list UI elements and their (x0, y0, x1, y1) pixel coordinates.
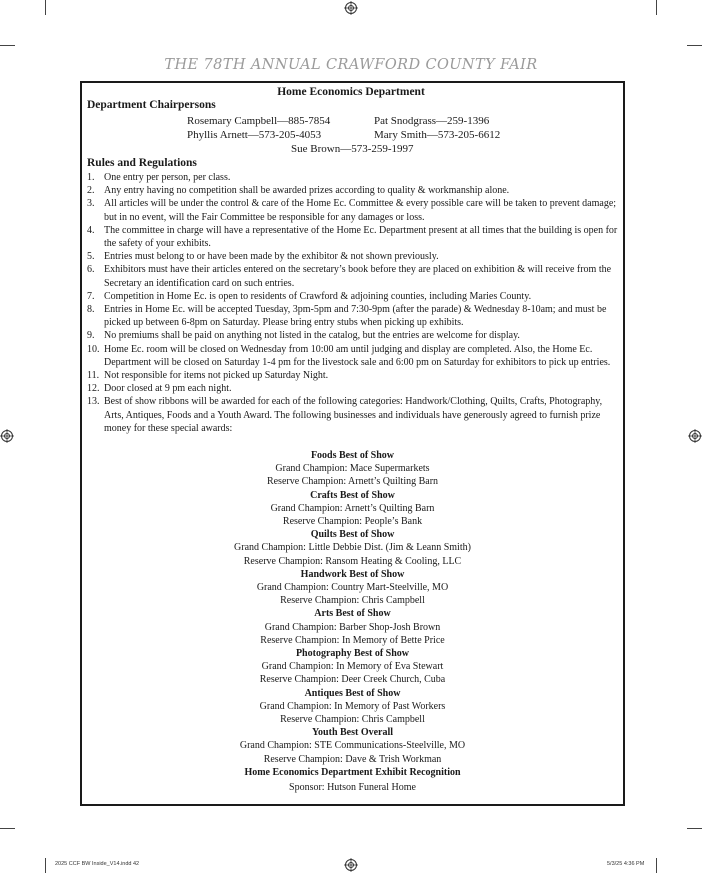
grand-champion: Grand Champion: STE Communications-Steelville, MO (239, 740, 466, 752)
rule-number: 4. (87, 224, 95, 236)
rule-item (87, 303, 619, 329)
grand-champion: Grand Champion: Country Mart-Steelville, MO (256, 582, 449, 594)
reserve-champion: Reserve Champion: Chris Campbell (280, 595, 425, 607)
grand-champion: Grand Champion: Arnett’s Quilting Barn (270, 502, 435, 514)
rule-number: 9. (87, 330, 95, 342)
rule-number: 12. (87, 383, 100, 395)
rule-item (87, 263, 619, 289)
rule-number: 10. (87, 343, 100, 355)
rule-item (87, 382, 619, 395)
chairperson: Mary Smith—573-205-6612 (374, 129, 501, 141)
registration-mark-icon (688, 429, 702, 443)
reserve-champion: Reserve Champion: Chris Campbell (280, 714, 425, 726)
registration-mark-icon (344, 1, 358, 15)
rule-text: Any entry having no competition shall be awarded prizes according to quality & workmanship alone. (104, 185, 510, 197)
chairperson: Rosemary Campbell—885-7854 (187, 115, 331, 127)
rule-number: 5. (87, 251, 95, 263)
award-category: Handwork Best of Show (300, 568, 405, 580)
crop-mark (656, 0, 657, 15)
chairperson: Sue Brown—573-259-1997 (291, 143, 414, 155)
rule-number: 6. (87, 264, 95, 276)
reserve-champion: Reserve Champion: People’s Bank (282, 516, 423, 528)
rule-text: Home Ec. room will be closed on Wednesday from 10:00 am until judging and display are completed. Also, the Home Ec. Department will be closed on Saturday 1-4 pm for the livestock sale and 6:00 pm on Saturday for exhibitors to pick up entries. (104, 343, 611, 368)
award-category: Antiques Best of Show (304, 687, 401, 699)
award-category: Crafts Best of Show (310, 489, 395, 501)
chairperson: Pat Snodgrass—259-1396 (374, 115, 490, 127)
rule-number: 11. (87, 370, 100, 382)
reserve-champion: Reserve Champion: Dave & Trish Workman (263, 753, 442, 765)
reserve-champion: Reserve Champion: Ransom Heating & Cooling, LLC (243, 555, 462, 567)
department-title: Home Economics Department (277, 86, 425, 98)
rule-number: 1. (87, 172, 95, 183)
rule-text: Entries in Home Ec. will be accepted Tuesday, 3pm-5pm and 7:30-9pm (after the parade) & Wednesday 8-10am; and must be picked up between 6-8pm on Saturday. Please bring entry stubs when picking up exhibits. (104, 304, 607, 329)
crop-mark (45, 858, 46, 873)
rule-item (87, 224, 619, 250)
rule-text: Door closed at 9 pm each night. (104, 383, 232, 395)
rule-item (87, 184, 619, 197)
recognition-heading: Home Economics Department Exhibit Recognition (244, 766, 461, 778)
slug-timestamp: 5/3/25 4:36 PM (607, 861, 645, 867)
rule-number: 7. (87, 290, 95, 302)
award-category: Foods Best of Show (310, 450, 395, 461)
registration-mark-icon (344, 858, 358, 872)
rules-list (87, 171, 619, 435)
crop-mark (687, 45, 702, 46)
awards-list (80, 449, 625, 794)
rule-text: Exhibitors must have their articles entered on the secretary’s book before they are placed on exhibition & will receive from the Secretary an identification card on such entries. (104, 264, 612, 289)
rule-number: 3. (87, 198, 95, 210)
rule-item (87, 171, 619, 184)
rule-number: 13. (87, 396, 100, 408)
fair-title: THE 78TH ANNUAL CRAWFORD COUNTY FAIR (164, 57, 538, 73)
rule-text: Not responsible for items not picked up Saturday Night. (104, 370, 329, 382)
rule-item (87, 395, 619, 435)
reserve-champion: Reserve Champion: In Memory of Bette Price (260, 634, 445, 646)
rule-text: Competition in Home Ec. is open to residents of Crawford & adjoining counties, including Maries County. (104, 290, 532, 302)
rule-text: The committee in charge will have a representative of the Home Ec. Department present at all times that the building is open for the safety of your exhibits. (104, 224, 618, 250)
rule-item (87, 250, 619, 263)
rule-number: 8. (87, 304, 95, 316)
rule-text: No premiums shall be paid on anything not listed in the catalog, but the entries are welcome for display. (104, 330, 520, 342)
chairpersons-heading: Department Chairpersons (87, 99, 216, 111)
rule-item (87, 343, 619, 369)
grand-champion: Grand Champion: In Memory of Past Workers (259, 700, 446, 712)
award-category: Arts Best of Show (314, 608, 391, 620)
award-category: Quilts Best of Show (310, 529, 395, 541)
grand-champion: Grand Champion: Barber Shop-Josh Brown (264, 621, 441, 633)
recognition-sponsor: Sponsor: Hutson Funeral Home (289, 782, 416, 794)
crop-mark (0, 828, 15, 829)
award-category: Photography Best of Show (295, 648, 410, 660)
grand-champion: Grand Champion: In Memory of Eva Stewart (261, 661, 444, 673)
rules-heading: Rules and Regulations (87, 157, 197, 169)
rule-item (87, 290, 619, 303)
rule-text: Entries must belong to or have been made by the exhibitor & not shown previously. (104, 251, 439, 263)
rule-item (87, 197, 619, 223)
rule-number: 2. (87, 185, 95, 197)
chairperson: Phyllis Arnett—573-205-4053 (187, 129, 322, 141)
grand-champion: Grand Champion: Little Debbie Dist. (Jim & Leann Smith) (234, 542, 471, 554)
rule-text: One entry per person, per class. (104, 172, 231, 183)
crop-mark (0, 45, 15, 46)
reserve-champion: Reserve Champion: Deer Creek Church, Cuba (259, 674, 446, 686)
crop-mark (45, 0, 46, 15)
slug-filename: 2025 CCF BW Inside_V14.indd 42 (55, 861, 140, 867)
crop-mark (687, 828, 702, 829)
grand-champion: Grand Champion: Mace Supermarkets (275, 463, 430, 475)
rule-text: Best of show ribbons will be awarded for each of the following categories: Handwork/Clothing, Quilts, Crafts, Photography, Arts, Antiques, Foods and a Youth Award. The following businesses and individuals have generously agreed to furnish prize money for these special awards: (104, 396, 603, 434)
rule-item (87, 369, 619, 382)
award-category: Youth Best Overall (311, 727, 394, 739)
rule-text: All articles will be under the control & care of the Home Ec. Committee & every possible care will be taken to prevent damage; but in no event, will the Fair Committee be responsible for any damages or loss. (104, 198, 617, 223)
registration-mark-icon (0, 429, 14, 443)
reserve-champion: Reserve Champion: Arnett’s Quilting Barn (266, 476, 439, 488)
crop-mark (656, 858, 657, 873)
rule-item (87, 329, 619, 342)
